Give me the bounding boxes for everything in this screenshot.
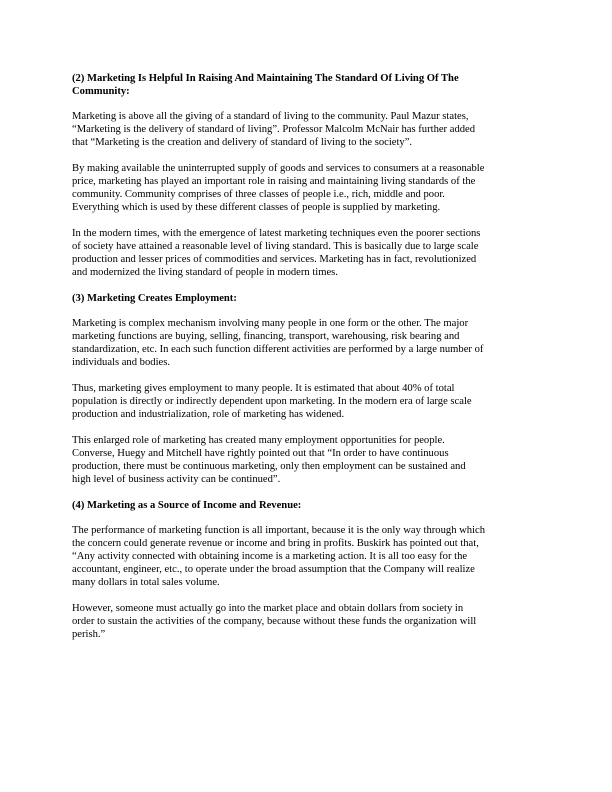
paragraph xyxy=(72,434,540,486)
text-line: that “Marketing is the creation and delivery of standard of living to the society”. xyxy=(72,137,413,148)
text-line: (4) Marketing as a Source of Income and Revenue: xyxy=(72,500,302,511)
text-line: Community: xyxy=(72,86,130,97)
section-heading xyxy=(72,499,540,512)
text-line: population is directly or indirectly dependent upon marketing. In the modern era of large scale xyxy=(72,396,472,407)
text-line: production, there must be continuous marketing, only then employment can be sustained and xyxy=(72,461,466,472)
text-line: production and lesser prices of commodities and services. Marketing has in fact, revolutionized xyxy=(72,254,477,265)
text-line: (3) Marketing Creates Employment: xyxy=(72,293,237,304)
paragraph xyxy=(72,227,540,279)
text-line: marketing functions are buying, selling, financing, transport, warehousing, risk bearing and xyxy=(72,331,460,342)
paragraph xyxy=(72,317,540,369)
text-line: Everything which is used by these different classes of people is supplied by marketing. xyxy=(72,202,441,213)
text-line: price, marketing has played an important role in raising and maintaining living standards of the xyxy=(72,176,476,187)
text-line: “Any activity connected with obtaining income is a marketing action. It is all too easy for the xyxy=(72,551,468,562)
text-line: production and industrialization, role of marketing has widened. xyxy=(72,409,345,420)
text-line: This enlarged role of marketing has created many employment opportunities for people. xyxy=(72,435,445,446)
text-line: individuals and bodies. xyxy=(72,357,170,368)
text-line: Thus, marketing gives employment to many people. It is estimated that about 40% of total xyxy=(72,383,455,394)
section-heading xyxy=(72,292,540,305)
paragraph xyxy=(72,162,540,214)
paragraph xyxy=(72,382,540,421)
text-line: and modernized the living standard of people in modern times. xyxy=(72,267,338,278)
text-line: Converse, Huegy and Mitchell have rightly pointed out that “In order to have continuous xyxy=(72,448,449,459)
text-line: high level of business activity can be continued”. xyxy=(72,474,281,485)
text-line: perish.” xyxy=(72,629,106,640)
paragraph xyxy=(72,110,540,149)
text-line: standardization, etc. In each such function different activities are performed by a large number of xyxy=(72,344,484,355)
text-line: Marketing is complex mechanism involving many people in one form or the other. The major xyxy=(72,318,469,329)
text-line: The performance of marketing function is all important, because it is the only way through which xyxy=(72,525,486,536)
text-line: (2) Marketing Is Helpful In Raising And Maintaining The Standard Of Living Of The xyxy=(72,73,459,84)
text-line: the concern could generate revenue or income and bring in profits. Buskirk has pointed out that, xyxy=(72,538,479,549)
text-line: By making available the uninterrupted supply of goods and services to consumers at a reasonable xyxy=(72,163,485,174)
text-line: accountant, engineer, etc., to operate under the broad assumption that the Company will realize xyxy=(72,564,475,575)
text-line: of society have attained a reasonable level of living standard. This is basically due to large scale xyxy=(72,241,479,252)
text-line: However, someone must actually go into the market place and obtain dollars from society in xyxy=(72,603,464,614)
text-line: order to sustain the activities of the company, because without these funds the organization will xyxy=(72,616,477,627)
text-line: Marketing is above all the giving of a standard of living to the community. Paul Mazur states, xyxy=(72,111,469,122)
text-line: “Marketing is the delivery of standard of living”. Professor Malcolm McNair has further added xyxy=(72,124,476,135)
text-line: many dollars in total sales volume. xyxy=(72,577,220,588)
text-line: In the modern times, with the emergence of latest marketing techniques even the poorer sections xyxy=(72,228,481,239)
paragraph xyxy=(72,524,540,589)
paragraph xyxy=(72,602,540,641)
text-line: community. Community comprises of three classes of people i.e., rich, middle and poor. xyxy=(72,189,445,200)
section-heading xyxy=(72,72,540,98)
